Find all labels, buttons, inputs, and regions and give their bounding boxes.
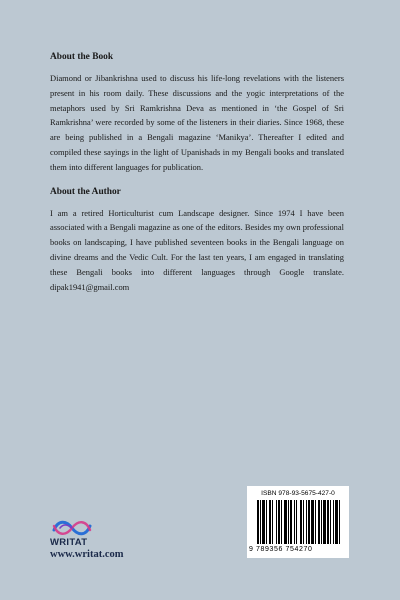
infinity-swirl-icon	[50, 517, 94, 539]
barcode-bar	[281, 500, 282, 544]
barcode-bar	[288, 500, 289, 544]
publisher-website[interactable]: www.writat.com	[50, 549, 124, 560]
publisher-name: WRITAT	[50, 537, 88, 548]
barcode-bar	[266, 500, 267, 544]
barcode-bar	[308, 500, 310, 544]
barcode-bar	[278, 500, 280, 544]
back-cover-text	[50, 52, 344, 294]
barcode-bar	[327, 500, 329, 544]
barcode-bar	[303, 500, 304, 544]
barcode-bar	[321, 500, 322, 544]
barcode-bars	[257, 500, 341, 544]
about-author-paragraph: I am a retired Horticulturist cum Landscape designer. Since 1974 I have been associated with a Bengali magazine as one of the editors. Besides my own professional books on landscaping, I have published seventeen books in the Bengali language on divine dreams and the Vedic Cult. For the last ten years, I am engaged in translating these Bengali books into different languages through Google translate. dipak1941@gmail.com	[50, 207, 344, 292]
barcode-bar	[269, 500, 271, 544]
barcode-bar	[290, 500, 292, 544]
barcode-bar	[276, 500, 277, 544]
barcode-bar	[335, 500, 338, 544]
barcode-bar	[260, 500, 261, 544]
barcode-bar	[262, 500, 265, 544]
about-book-heading: About the Book	[50, 52, 114, 62]
barcode-bar	[306, 500, 307, 544]
barcode-bar	[296, 500, 297, 544]
barcode-bar	[284, 500, 287, 544]
barcode-bar	[311, 500, 314, 544]
barcode-bar	[323, 500, 326, 544]
barcode-bar	[330, 500, 331, 544]
barcode-bar	[318, 500, 320, 544]
isbn-digits: 9 789356 754270	[249, 546, 313, 553]
barcode-bar	[272, 500, 273, 544]
barcode-bar	[294, 500, 295, 544]
barcode-bar	[257, 500, 259, 544]
publisher-block	[50, 517, 170, 560]
barcode-bar	[339, 500, 340, 544]
about-author-heading: About the Author	[50, 186, 121, 197]
about-book-paragraph: Diamond or Jibankrishna used to discuss his life-long revelations with the listeners present in his room daily. These discussions and the yogic interpretations of the metaphors used by Sri Ramkrishna Deva as mentioned in ‘the Gospel of Sri Ramkrishna’ were recorded by some of the listeners in their diaries. Since 1968, these are being published in a Bengali magazine ‘Manikya’. Thereafter I edited and compiled these sayings in the light of Upanishads in my Bengali books and translated them into different languages for publication.	[50, 73, 344, 172]
isbn-label: ISBN 978-93-5675-427-0	[261, 490, 335, 497]
isbn-barcode	[247, 486, 349, 558]
barcode-bar	[315, 500, 316, 544]
barcode-bar	[333, 500, 334, 544]
barcode-bar	[300, 500, 302, 544]
